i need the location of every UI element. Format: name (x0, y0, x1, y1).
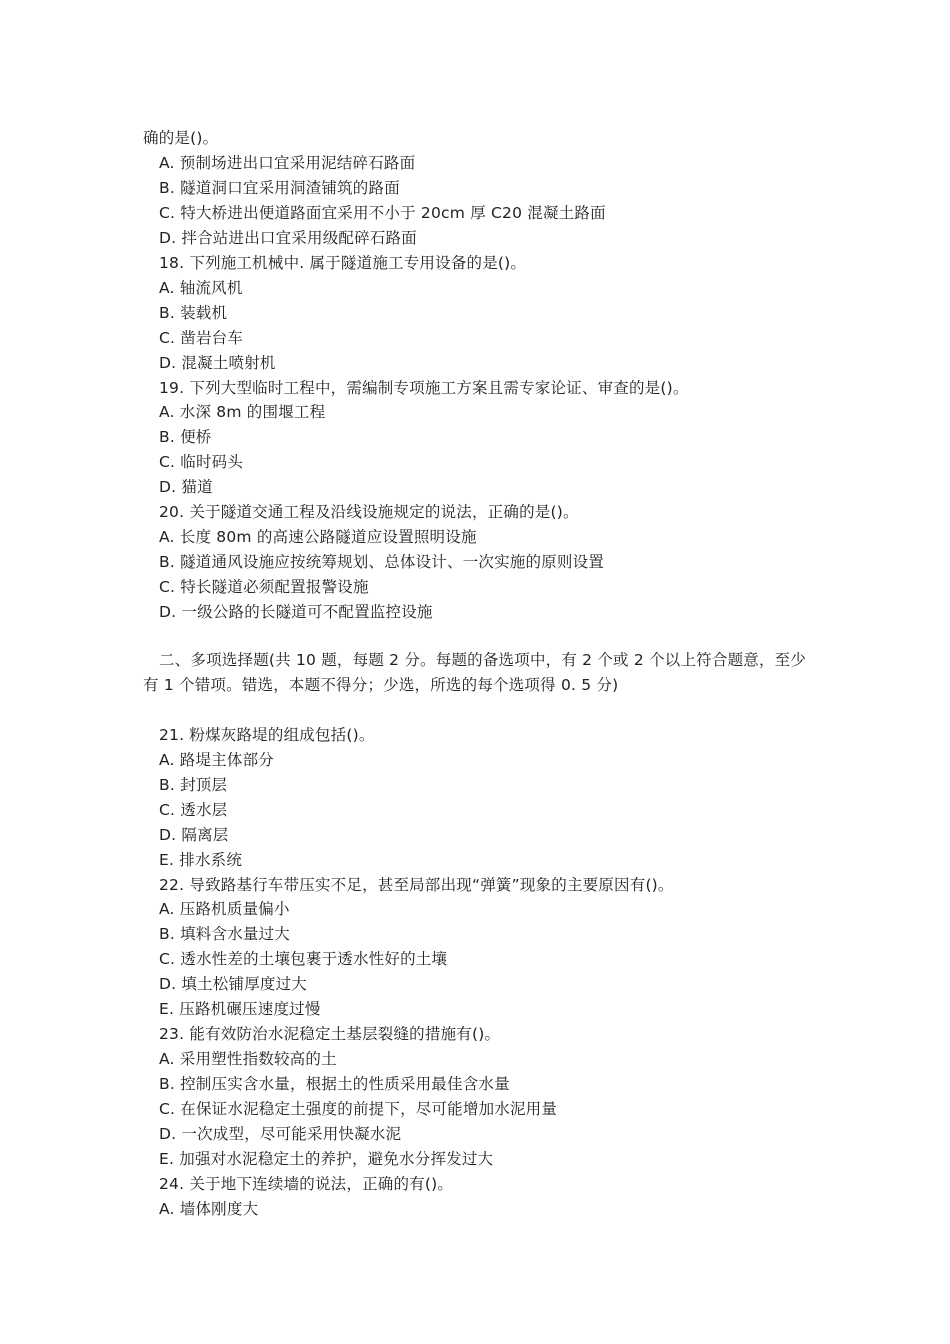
option-line: B. 装载机 (159, 304, 228, 322)
option-line: A. 采用塑性指数较高的土 (159, 1050, 337, 1068)
option-line: A. 路堤主体部分 (159, 751, 274, 769)
option-line: C. 凿岩台车 (159, 329, 244, 347)
question-line: 21. 粉煤灰路堤的组成包括()。 (159, 726, 375, 744)
option-line: C. 透水性差的土壤包裹于透水性好的土壤 (159, 950, 448, 968)
option-line: B. 便桥 (159, 428, 212, 446)
option-line: C. 特大桥进出便道路面宜采用不小于 20cm 厚 C20 混凝土路面 (159, 204, 606, 222)
option-line: E. 加强对水泥稳定土的养护，避免水分挥发过大 (159, 1150, 494, 1168)
option-line: C. 在保证水泥稳定土强度的前提下，尽可能增加水泥用量 (159, 1100, 558, 1118)
option-line: D. 填土松铺厚度过大 (159, 975, 307, 993)
text-line: 确的是()。 (143, 129, 219, 147)
question-line: 24. 关于地下连续墙的说法，正确的有()。 (159, 1175, 454, 1193)
option-line: C. 临时码头 (159, 453, 244, 471)
option-line: A. 预制场进出口宜采用泥结碎石路面 (159, 154, 416, 172)
option-line: E. 压路机碾压速度过慢 (159, 1000, 321, 1018)
option-line: C. 特长隧道必须配置报警设施 (159, 578, 369, 596)
option-line: D. 一级公路的长隧道可不配置监控设施 (159, 603, 433, 621)
option-line: A. 轴流风机 (159, 279, 243, 297)
question-line: 23. 能有效防治水泥稳定土基层裂缝的措施有()。 (159, 1025, 501, 1043)
option-line: D. 混凝土喷射机 (159, 354, 276, 372)
option-line: A. 长度 80m 的高速公路隧道应设置照明设施 (159, 528, 477, 546)
option-line: D. 猫道 (159, 478, 213, 496)
option-line: A. 墙体刚度大 (159, 1200, 259, 1218)
option-line: D. 拌合站进出口宜采用级配碎石路面 (159, 229, 417, 247)
option-line: D. 一次成型，尽可能采用快凝水泥 (159, 1125, 402, 1143)
option-line: B. 填料含水量过大 (159, 925, 290, 943)
option-line: B. 隧道通风设施应按统筹规划、总体设计、一次实施的原则设置 (159, 553, 604, 571)
question-line: 20. 关于隧道交通工程及沿线设施规定的说法，正确的是()。 (159, 503, 579, 521)
option-line: D. 隔离层 (159, 826, 229, 844)
question-line: 18. 下列施工机械中. 属于隧道施工专用设备的是()。 (159, 254, 527, 272)
option-line: B. 封顶层 (159, 776, 228, 794)
option-line: B. 隧道洞口宜采用洞渣铺筑的路面 (159, 179, 400, 197)
option-line: A. 压路机质量偏小 (159, 900, 290, 918)
question-line: 19. 下列大型临时工程中，需编制专项施工方案且需专家论证、审查的是()。 (159, 379, 689, 397)
option-line: A. 水深 8m 的围堰工程 (159, 403, 326, 421)
section-heading-cont: 有 1 个错项。错选，本题不得分；少选，所选的每个选项得 0. 5 分) (143, 676, 619, 694)
section-heading: 二、多项选择题(共 10 题，每题 2 分。每题的备选项中，有 2 个或 2 个以上符合题意，至少 (159, 651, 807, 669)
option-line: B. 控制压实含水量，根据土的性质采用最佳含水量 (159, 1075, 510, 1093)
question-line: 22. 导致路基行车带压实不足，甚至局部出现“弹簧”现象的主要原因有()。 (159, 876, 674, 894)
option-line: C. 透水层 (159, 801, 228, 819)
option-line: E. 排水系统 (159, 851, 243, 869)
